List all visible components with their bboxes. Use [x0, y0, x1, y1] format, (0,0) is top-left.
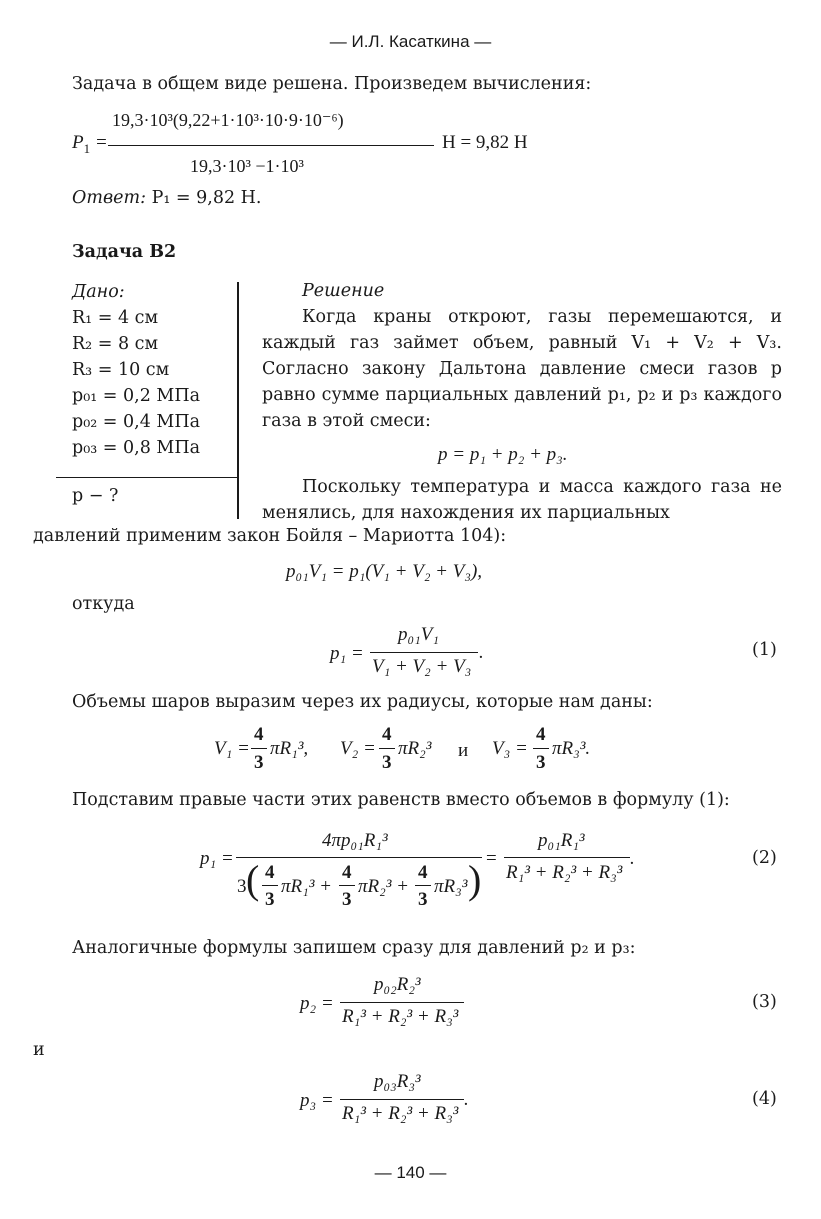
solution-paragraph-2-end: давлений применим закон Бойля – Мариотта 104): — [33, 526, 507, 546]
given-item: p₀₁ = 0,2 МПа — [72, 386, 201, 406]
v2-fraction-bar — [379, 748, 395, 749]
solution-label: Решение — [302, 281, 385, 301]
boyle-equation: p₀₁V₁ = p₁(V₁ + V₂ + V₃), — [286, 561, 483, 582]
eq4-numerator: p₀₃R₃³ — [374, 1071, 421, 1092]
solution-paragraph-2: Поскольку температура и масса каждого газа не менялись, для нахождения их парциальных — [262, 477, 782, 523]
eq2-right-paren: ) — [468, 857, 482, 902]
eq4-period: . — [464, 1089, 469, 1110]
eq2-den-lead: 3 — [237, 876, 247, 897]
v1-rhs: πR₁³, — [270, 738, 309, 759]
eq1-numerator: p₀₁V₁ — [398, 624, 439, 645]
eq2-left-paren: ( — [246, 857, 260, 902]
intro-text: Задача в общем виде решена. Произведем вычисления: — [72, 74, 592, 94]
substitute-text: Подставим правые части этих равенств вместо объемов в формулу (1): — [72, 790, 730, 810]
calc-lhs: $P_1$ = — [72, 132, 108, 156]
given-divider-horizontal — [56, 477, 238, 478]
eq2-small-bar-3 — [415, 885, 431, 886]
eq2-fraction-bar-left — [236, 857, 482, 858]
eq2-small-bar-2 — [339, 885, 355, 886]
problem-title: Задача В2 — [72, 242, 177, 262]
eq2-lhs: p₁ = — [200, 848, 234, 869]
calc-fraction-bar — [108, 145, 434, 146]
given-item: p₀₃ = 0,8 МПа — [72, 438, 201, 458]
given-item: p₀₂ = 0,4 МПа — [72, 412, 201, 432]
given-item: R₁ = 4 см — [72, 308, 159, 328]
v1-fraction-bar — [251, 748, 267, 749]
eq3-denominator: R₁³ + R₂³ + R₃³ — [342, 1006, 459, 1027]
given-item: R₃ = 10 см — [72, 360, 170, 380]
v1-four: 4 — [254, 724, 264, 745]
eq1-period: . — [479, 642, 484, 663]
solution-paragraph-1: Когда краны откроют, газы перемешаются, и каждый газ займет объем, равный V₁ + V₂ + V₃. Согласно закону Дальтона давление смеси газов p равно сумме парциальных давлений p₁, p₂ и p₃ каждого газа в этой смеси: — [262, 307, 782, 431]
volumes-text: Объемы шаров выразим через их радиусы, которые нам даны: — [72, 692, 653, 712]
v2-four: 4 — [382, 724, 392, 745]
eq3-fraction-bar — [340, 1002, 464, 1003]
v1-lhs: V₁ = — [214, 738, 250, 759]
eq3-numerator: p₀₂R₂³ — [374, 974, 421, 995]
v3-four: 4 — [536, 724, 546, 745]
volumes-and: и — [458, 740, 469, 761]
answer-label: Ответ: — [72, 188, 146, 208]
eq2-numerator-2: p₀₁R₁³ — [538, 830, 585, 851]
eq2-three-1: 3 — [265, 889, 275, 910]
find-text: p − ? — [72, 486, 119, 506]
eq2-denominator-2: R₁³ + R₂³ + R₃³ — [506, 862, 623, 883]
dalton-equation: p = p₁ + p₂ + p₃. — [438, 444, 568, 465]
eq4-lhs: p₃ = — [300, 1090, 334, 1111]
v3-rhs: πR₃³. — [552, 738, 591, 759]
eq2-small-bar-1 — [262, 885, 278, 886]
v2-three: 3 — [382, 752, 392, 773]
eq2-number: (2) — [752, 848, 777, 868]
calc-result: Н = 9,82 Н — [442, 132, 528, 153]
given-divider-vertical — [237, 282, 239, 519]
eq2-period: . — [630, 848, 635, 869]
eq2-four-3: 4 — [418, 862, 428, 883]
eq2-den-term-2: πR₂³ + — [358, 876, 409, 897]
page-number: — 140 — — [374, 1163, 447, 1182]
eq2-four-2: 4 — [342, 862, 352, 883]
v3-three: 3 — [536, 752, 546, 773]
eq1-fraction-bar — [370, 652, 478, 653]
eq2-numerator: 4πp₀₁R₁³ — [322, 830, 388, 851]
v1-three: 3 — [254, 752, 264, 773]
v2-rhs: πR₂³ — [398, 738, 432, 759]
eq1-number: (1) — [752, 640, 777, 660]
running-header: — И.Л. Касаткина — — [329, 32, 492, 51]
v3-fraction-bar — [533, 748, 549, 749]
eq1-denominator: V₁ + V₂ + V₃ — [372, 656, 472, 677]
given-label: Дано: — [72, 282, 125, 302]
eq2-fraction-bar-right — [504, 857, 630, 858]
v3-lhs: V₃ = — [492, 738, 528, 759]
eq3-number: (3) — [752, 992, 777, 1012]
eq2-den-term-1: πR₁³ + — [281, 876, 332, 897]
eq2-equals: = — [486, 848, 497, 869]
eq2-three-2: 3 — [342, 889, 352, 910]
eq2-den-term-3: πR₃³ — [434, 876, 468, 897]
eq4-fraction-bar — [340, 1099, 464, 1100]
eq3-lhs: p₂ = — [300, 993, 334, 1014]
v2-lhs: V₂ = — [340, 738, 376, 759]
answer-line — [72, 188, 262, 208]
eq4-denominator: R₁³ + R₂³ + R₃³ — [342, 1103, 459, 1124]
given-item: R₂ = 8 см — [72, 334, 159, 354]
analog-text: Аналогичные формулы запишем сразу для давлений p₂ и p₃: — [72, 938, 636, 958]
eq2-four-1: 4 — [265, 862, 275, 883]
answer-text: P₁ = 9,82 Н. — [151, 188, 262, 208]
calc-numerator: 19,3·10³(9,22+1·10³·10·9·10⁻⁶) — [112, 110, 344, 130]
calc-denominator: 19,3·10³ −1·10³ — [190, 156, 304, 176]
whence-word: откуда — [72, 594, 135, 614]
and-word: и — [33, 1040, 45, 1060]
eq4-number: (4) — [752, 1089, 777, 1109]
eq2-three-3: 3 — [418, 889, 428, 910]
given-block — [72, 279, 200, 461]
eq1-lhs: p₁ = — [330, 643, 364, 664]
